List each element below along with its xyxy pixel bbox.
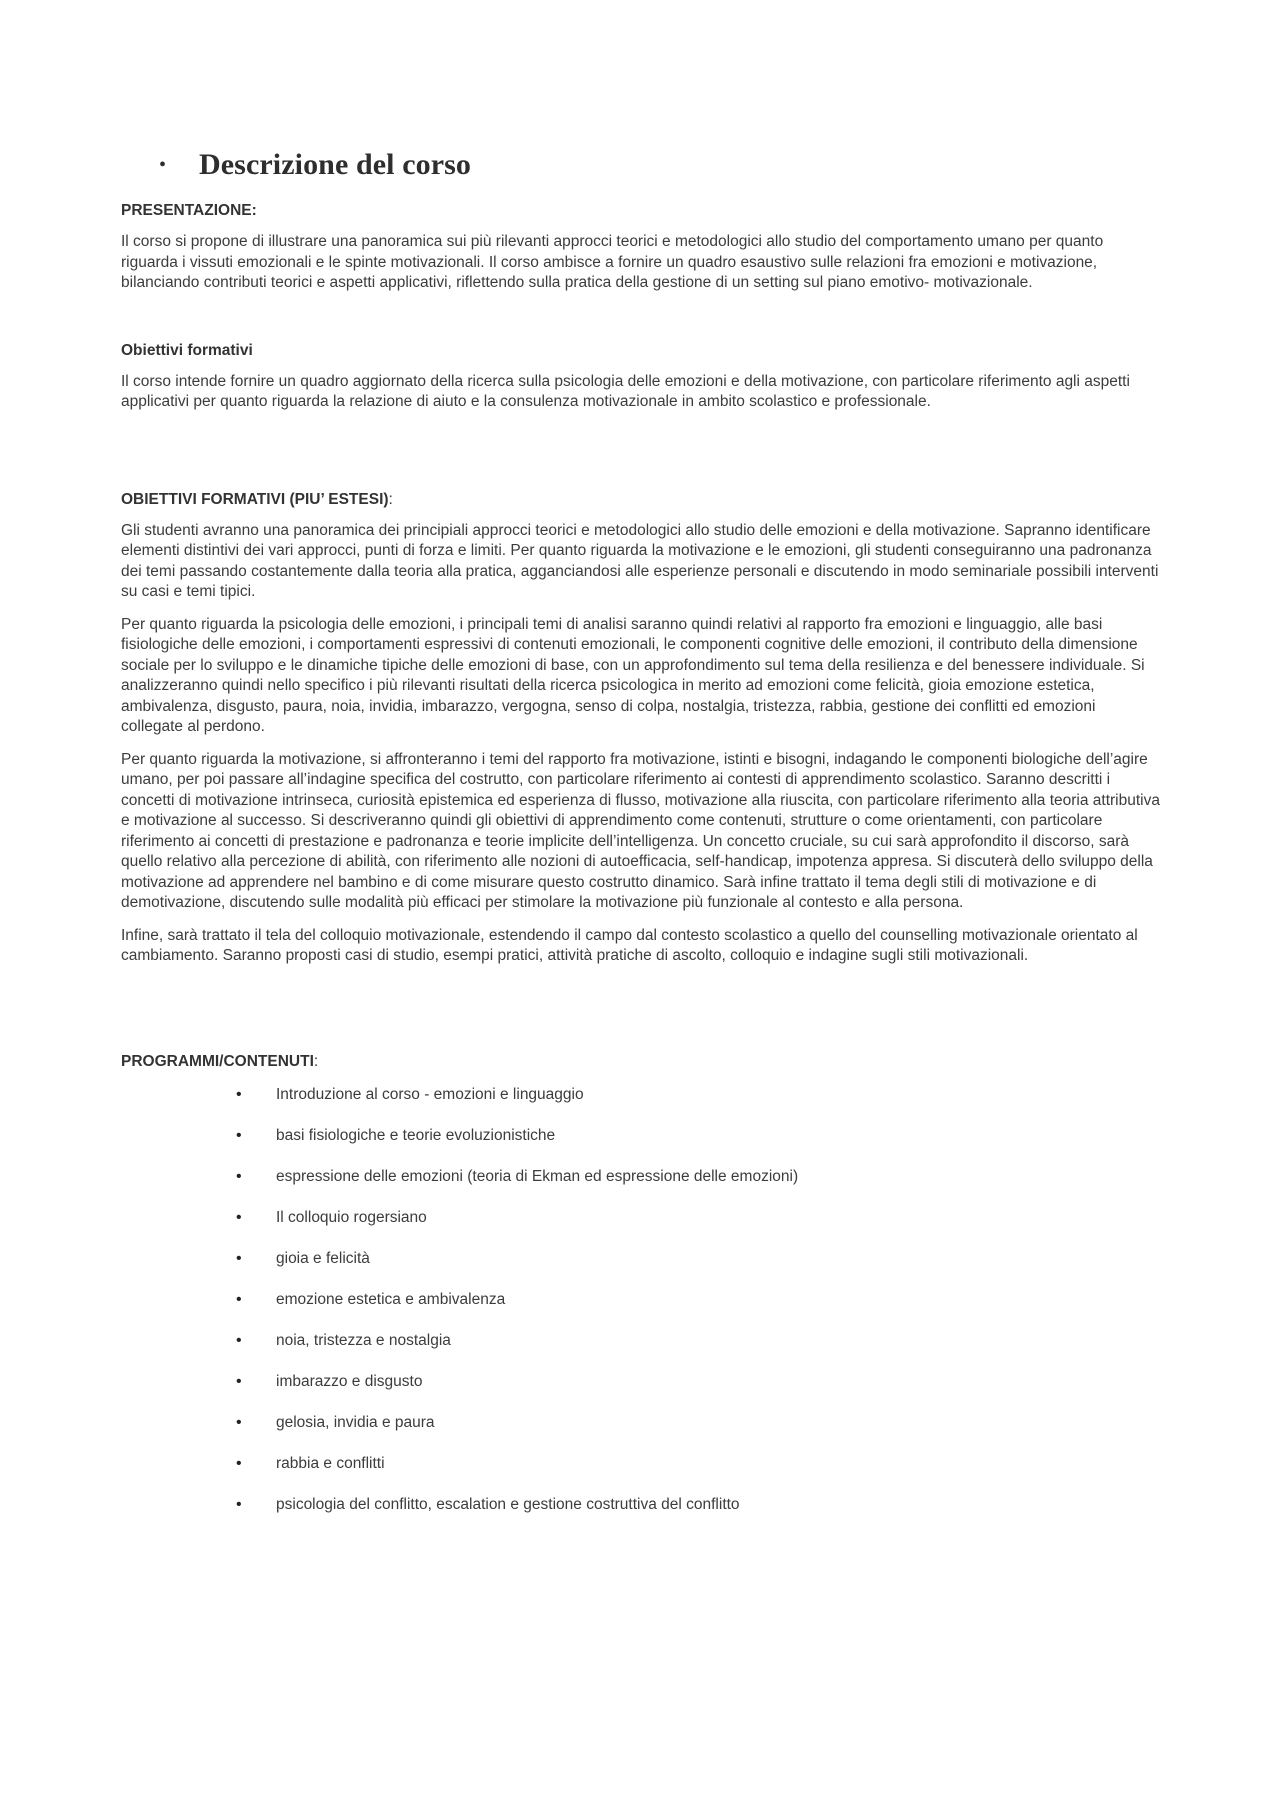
bullet-icon: • — [236, 1413, 242, 1431]
list-item — [121, 1085, 1161, 1105]
list-item-text: psicologia del conflitto, escalation e gestione costruttiva del conflitto — [276, 1495, 740, 1513]
bullet-icon: • — [236, 1126, 242, 1144]
title-bullet: • — [159, 153, 167, 176]
topic-list — [121, 1085, 1161, 1515]
list-item-text: gioia e felicità — [276, 1249, 370, 1267]
obiettivi-estesi-heading-suffix: : — [388, 490, 393, 508]
section-obiettivi — [121, 342, 1161, 413]
obiettivi-estesi-paragraph: Gli studenti avranno una panoramica dei principiali approcci teorici e metodologici allo studio delle emozioni e della motivazione. Sapranno identificare elementi distintivi dei vari approcci, punti di forza e limiti. Per quanto riguarda la motivazione e le emozioni, gli studenti conseguiranno una padronanza dei temi passando costantemente dalla teoria alla pratica, agganciandosi alle esperienze personali e discutendo in modo seminariale possibili interventi su casi e temi tipici. — [121, 521, 1159, 600]
list-item — [121, 1454, 1161, 1474]
obiettivi-estesi-paragraph: Infine, sarà trattato il tela del colloquio motivazionale, estendendo il campo dal contesto scolastico a quello del counselling motivazionale orientato al cambiamento. Saranno proposti casi di studio, esempi pratici, attività pratiche di ascolto, colloquio e indagine sugli stili motivazionali. — [121, 926, 1138, 964]
bullet-icon: • — [236, 1208, 242, 1226]
bullet-icon: • — [236, 1331, 242, 1349]
bullet-icon: • — [236, 1454, 242, 1472]
bullet-icon: • — [236, 1249, 242, 1267]
list-item-text: Il colloquio rogersiano — [276, 1208, 427, 1226]
list-item-text: noia, tristezza e nostalgia — [276, 1331, 451, 1349]
obiettivi-paragraph: Il corso intende fornire un quadro aggiornato della ricerca sulla psicologia delle emozioni e della motivazione, con particolare riferimento agli aspetti applicativi per quanto riguarda la relazione di aiuto e la consulenza motivazionale in ambito scolastico e professionale. — [121, 372, 1130, 410]
obiettivi-heading: Obiettivi formativi — [121, 341, 253, 359]
list-item-text: imbarazzo e disgusto — [276, 1372, 423, 1390]
section-obiettivi-estesi — [121, 491, 1161, 967]
obiettivi-estesi-paragraph: Per quanto riguarda la psicologia delle emozioni, i principali temi di analisi saranno quindi relativi al rapporto fra emozioni e linguaggio, alle basi fisiologiche delle emozioni, i comportamenti espressivi di contenuti emozionali, le componenti cognitive delle emozioni, il contributo della dimensione sociale per lo sviluppo e le dinamiche tipiche delle emozioni di base, con un approfondimento sul tema della resilienza e del benessere individuale. Si analizzeranno quindi nello specifico i più rilevanti risultati della ricerca psicologica in merito ad emozioni come felicità, gioia emozione estetica, ambivalenza, disgusto, paura, noia, invidia, imbarazzo, vergogna, senso di colpa, nostalgia, tristezza, rabbia, gestione dei conflitti ed emozioni collegate al perdono. — [121, 615, 1145, 735]
list-item-text: Introduzione al corso - emozioni e linguaggio — [276, 1085, 584, 1103]
bullet-icon: • — [236, 1372, 242, 1390]
title-text: Descrizione del corso — [199, 148, 472, 181]
presentazione-paragraph: Il corso si propone di illustrare una panoramica sui più rilevanti approcci teorici e metodologici allo studio del comportamento umano per quanto riguarda i vissuti emozionali e le spinte motivazionali. Il corso ambisce a fornire un quadro esaustivo sulle relazioni fra emozioni e motivazione, bilanciando contributi teorici e aspetti applicativi, riflettendo sulla pratica della gestione di un setting sul piano emotivo- motivazionale. — [121, 233, 1104, 291]
list-item — [121, 1331, 1161, 1351]
list-item — [121, 1249, 1161, 1269]
list-item — [121, 1167, 1161, 1187]
list-item-text: rabbia e conflitti — [276, 1454, 385, 1472]
list-item — [121, 1372, 1161, 1392]
section-programmi — [121, 1053, 1161, 1515]
bullet-icon: • — [236, 1085, 242, 1103]
list-item-text: espressione delle emozioni (teoria di Ekman ed espressione delle emozioni) — [276, 1167, 799, 1185]
programmi-heading-text: PROGRAMMI/CONTENUTI — [121, 1052, 314, 1070]
section-presentazione — [121, 202, 1161, 294]
obiettivi-estesi-heading-text: OBIETTIVI FORMATIVI (PIU’ ESTESI) — [121, 490, 389, 508]
document-page — [121, 148, 1161, 1536]
bullet-icon: • — [236, 1167, 242, 1185]
programmi-heading-suffix: : — [313, 1052, 319, 1070]
list-item — [121, 1126, 1161, 1146]
presentazione-heading: PRESENTAZIONE: — [121, 202, 257, 219]
list-item-text: gelosia, invidia e paura — [276, 1413, 435, 1431]
list-item-text: basi fisiologiche e teorie evoluzionistiche — [276, 1126, 556, 1144]
list-item — [121, 1290, 1161, 1310]
obiettivi-estesi-heading — [121, 491, 1161, 509]
list-item-text: emozione estetica e ambivalenza — [276, 1290, 506, 1308]
bullet-icon: • — [236, 1290, 242, 1308]
list-item — [121, 1413, 1161, 1433]
list-item — [121, 1208, 1161, 1228]
obiettivi-estesi-paragraph: Per quanto riguarda la motivazione, si affronteranno i temi del rapporto fra motivazione, istinti e bisogni, indagando le componenti biologiche dell’agire umano, per poi passare all’indagine specifica del costrutto, con particolare riferimento ai contesti di apprendimento scolastico. Saranno descritti i concetti di motivazione intrinseca, curiosità epistemica ed esperienza di flusso, motivazione alla riuscita, con particolare riferimento alla teoria attributiva e motivazione al successo. Si descriveranno quindi gli obiettivi di apprendimento come contenuti, strutture o come orientamenti, con particolare riferimento ai concetti di prestazione e padronanza e teorie implicite dell’intelligenza. Un concetto cruciale, su cui sarà approfondito il discorso, sarà quello relativo alla percezione di abilità, con riferimento alle nozioni di autoefficacia, self-handicap, impotenza appresa. Si discuterà dello sviluppo della motivazione ad apprendere nel bambino e di come misurare questo costrutto dinamico. Sarà infine trattato il tema degli stili di motivazione e di demotivazione, discutendo sulle modalità più efficaci per stimolare la motivazione più funzionale al contesto e alla persona. — [121, 750, 1160, 911]
document-title — [121, 148, 1161, 182]
programmi-heading — [121, 1053, 1161, 1071]
list-item — [121, 1495, 1161, 1515]
bullet-icon: • — [236, 1495, 242, 1513]
